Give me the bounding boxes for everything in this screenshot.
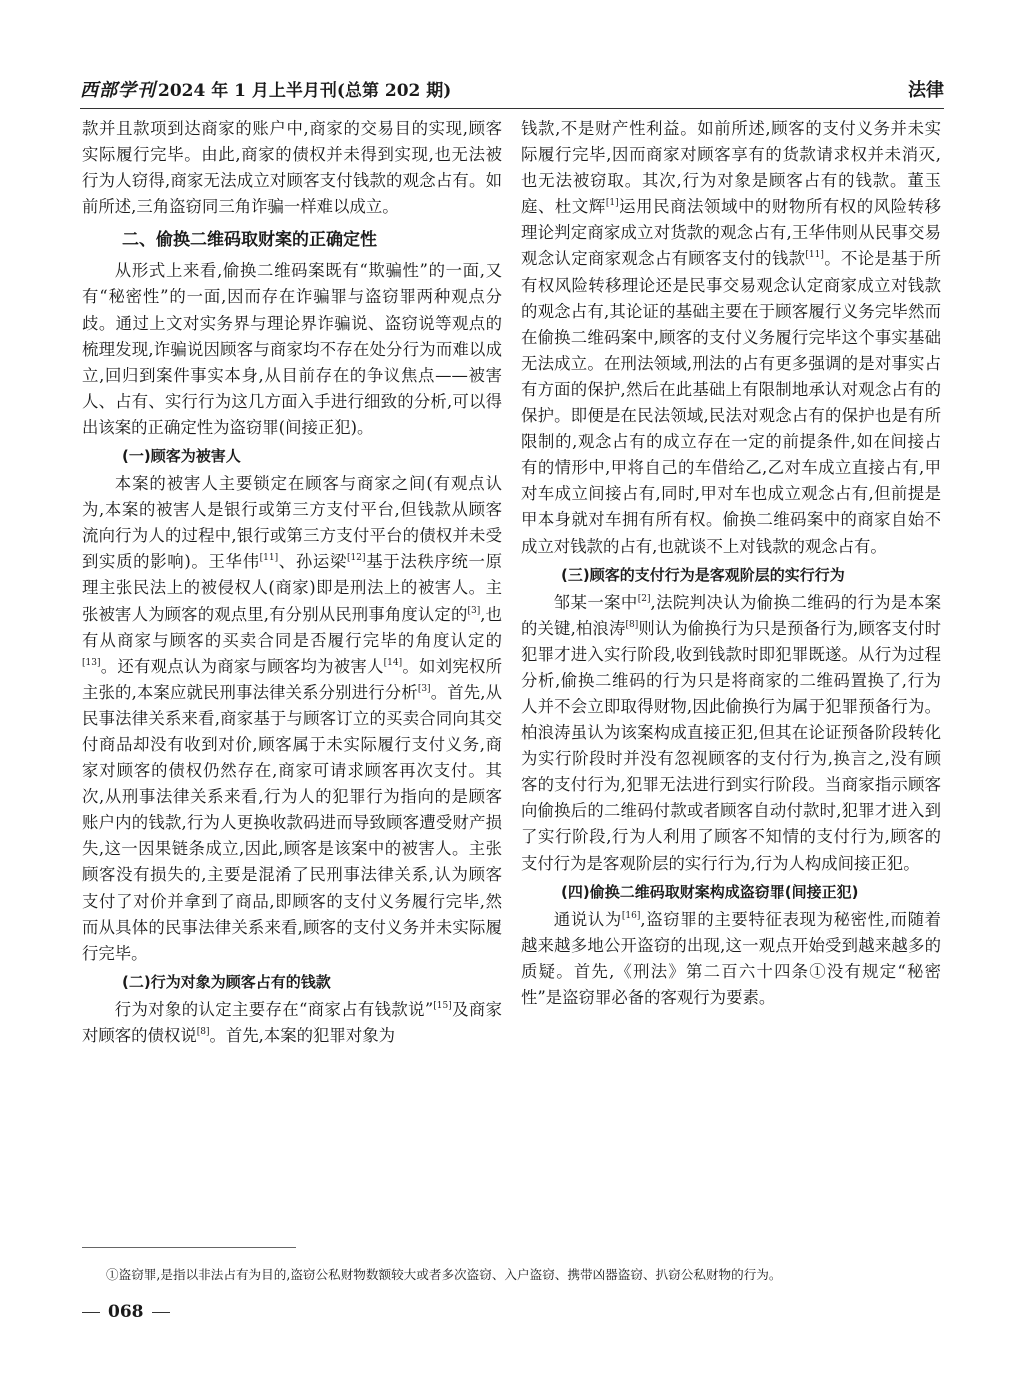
section-name: 法律: [908, 80, 944, 101]
right-column: [521, 116, 941, 1011]
text: 邹某一案中: [553, 592, 638, 612]
page-number-dash: [82, 1312, 100, 1313]
citation: [8]: [196, 1026, 210, 1037]
text: 本案的被害人主要锁定在顾客与商家之间(有观点认为,本案的被害人是银行或第三方支付平台,但钱款从顾客流向行为人的过程中,银行或第三方支付平台的债权并未受到实质的影响)。王华伟: [82, 474, 502, 572]
text: ,法院判决认为偷换二维码的行为是本案的关键,柏浪涛: [521, 592, 941, 638]
text: 钱款,不是财产性利益。如前所述,顾客的支付义务并未实际履行完毕,因而商家对顾客享有的货款请求权并未消灭,也无法被窃取。其次,行为对象是顾客占有的钱款。董玉庭、杜文辉: [521, 119, 941, 217]
text: ,也有从商家与顾客的买卖合同是否履行完毕的角度认定的: [82, 604, 502, 650]
citation: [13]: [82, 657, 101, 668]
text: 。如刘宪权所主张的,本案应就民刑事法律关系分别进行分析: [82, 656, 503, 702]
citation: [11]: [805, 250, 824, 261]
subsection-heading: (四)偷换二维码取财案构成盗窃罪(间接正犯): [561, 882, 859, 901]
page-number-block: [82, 1302, 170, 1322]
text: 。首先,从民事法律关系来看,商家基于与顾客订立的买卖合同向其交付商品却没有收到对价,顾客属于未实际履行支付义务,商家对顾客的债权仍然存在,商家可请求顾客再次支付。其次,从刑事法律关系来看,行为人的犯罪行为指向的是顾客账户内的钱款,行为人更换收款码进而导致顾客遭受财产损失,这一因果链条成立,因此,顾客是该案中的被害人。主张顾客没有损失的,主要是混淆了民刑事法律关系,认为顾客支付了对价并拿到了商品,即顾客的支付义务履行完毕,然而从具体的民事法律关系来看,顾客的支付义务并未实际履行完毕。: [82, 682, 502, 963]
text: 。不论是基于所有权风险转移理论还是民事交易观念认定商家成立对钱款的观念占有,其论证的基础主要在于顾客履行义务完毕然而在偷换二维码案中,顾客的支付义务履行完毕这个事实基础无法成立。在刑法领域,刑法的占有更多强调的是对事实占有方面的保护,然后在此基础上有限制地承认对观念占有的保护。即便是在民法领域,民法对观念占有的保护也是有所限制的,观念占有的成立存在一定的前提条件,如在间接占有的情形中,甲将自己的车借给乙,乙对车成立直接占有,甲对车成立间接占有,同时,甲对车也成立观念占有,但前提是甲本身就对车拥有所有权。偷换二维码案中的商家自始不成立对钱款的占有,也就谈不上对钱款的观念占有。: [521, 249, 941, 556]
subsection-heading: (三)顾客的支付行为是客观阶层的实行行为: [561, 565, 845, 584]
citation: [11]: [259, 553, 279, 564]
subsection-heading: (二)行为对象为顾客占有的钱款: [122, 972, 331, 991]
section-heading: 二、偷换二维码取财案的正确定性: [122, 230, 377, 251]
text: 。首先,本案的犯罪对象为: [209, 1025, 395, 1045]
masthead: [80, 76, 451, 102]
page-number: 068: [108, 1302, 144, 1322]
text: 通说认为: [553, 909, 622, 929]
text: 基于法秩序统一原理主张民法上的被侵权人(商家)即是刑法上的被害人。主张被害人为顾客的观点里,有分别从民刑事角度认定的: [82, 552, 502, 624]
paragraph: [521, 907, 941, 1011]
text: 。还有观点认为商家与顾客均为被害人: [100, 656, 384, 676]
text: 运用民商法领域中的财物所有权的风险转移理论判定商家成立对货款的观念占有,王华伟则从民事交易观念认定商家观念占有顾客支付的钱款: [521, 197, 941, 269]
citation: [14]: [383, 657, 403, 668]
citation: [1]: [605, 198, 619, 209]
citation: [2]: [637, 593, 651, 604]
footnote-divider: [82, 1247, 296, 1248]
text: 则认为偷换行为只是预备行为,顾客支付时犯罪才进入实行阶段,收到钱款时即犯罪既遂。从行为过程分析,偷换二维码的行为只是将商家的二维码置换了,行为人并不会立即取得财物,因此偷换行为属于犯罪预备行为。柏浪涛虽认为该案构成直接正犯,但其在论证预备阶段转化为实行阶段时并没有忽视顾客的支付行为,换言之,没有顾客的支付行为,犯罪无法进行到实行阶段。当商家指示顾客向偷换后的二维码付款或者顾客自动付款时,犯罪才进入到了实行阶段,行为人利用了顾客不知情的支付行为,顾客的支付行为是客观阶层的实行行为,行为人构成间接正犯。: [521, 618, 941, 873]
text: 、孙运梁: [278, 552, 348, 572]
citation: [3]: [417, 683, 431, 694]
paragraph: 款并且款项到达商家的账户中,商家的交易目的实现,顾客实际履行完毕。由此,商家的债权并未得到实现,也无法被行为人窃得,商家无法成立对顾客支付钱款的观念占有。如前所述,三角盗窃同三角诈骗一样难以成立。: [82, 119, 502, 217]
text: 行为对象的认定主要存在“商家占有钱款说”: [114, 999, 434, 1019]
citation: [8]: [625, 619, 639, 630]
paragraph: 从形式上来看,偷换二维码案既有“欺骗性”的一面,又有“秘密性”的一面,因而存在诈骗罪与盗窃罪两种观点分歧。通过上文对实务界与理论界诈骗说、盗窃说等观点的梳理发现,诈骗说因顾客与商家均不存在处分行为而难以成立,回归到案件事实本身,从目前存在的争议焦点——被害人、占有、实行行为这几方面入手进行细致的分析,可以得出该案的正确定性为盗窃罪(间接正犯)。: [82, 261, 502, 437]
issue-info: 2024 年 1 月上半月刊(总第 202 期): [158, 81, 452, 101]
citation: [3]: [467, 605, 481, 616]
paragraph: [521, 116, 941, 560]
text: 及商家对顾客的债权说: [82, 999, 502, 1045]
journal-logo: 西部学刊: [80, 80, 156, 101]
paragraph: [521, 590, 941, 877]
citation: [15]: [433, 1000, 452, 1011]
footnote: ①盗窃罪,是指以非法占有为目的,盗窃公私财物数额较大或者多次盗窃、入户盗窃、携带凶器盗窃、扒窃公私财物的行为。: [106, 1267, 782, 1282]
paragraph: [82, 471, 502, 967]
citation: [12]: [347, 553, 366, 564]
page-number-dash: [152, 1312, 170, 1313]
subsection-heading: (一)顾客为被害人: [122, 447, 241, 466]
text: ,盗窃罪的主要特征表现为秘密性,而随着越来越多地公开盗窃的出现,这一观点开始受到越来越多的质疑。首先,《刑法》第二百六十四条①没有规定“秘密性”是盗窃罪必备的客观行为要素。: [521, 909, 941, 1007]
paragraph: [82, 997, 502, 1049]
running-header: [80, 72, 944, 109]
citation: [16]: [621, 910, 641, 921]
left-column: [82, 116, 502, 1049]
